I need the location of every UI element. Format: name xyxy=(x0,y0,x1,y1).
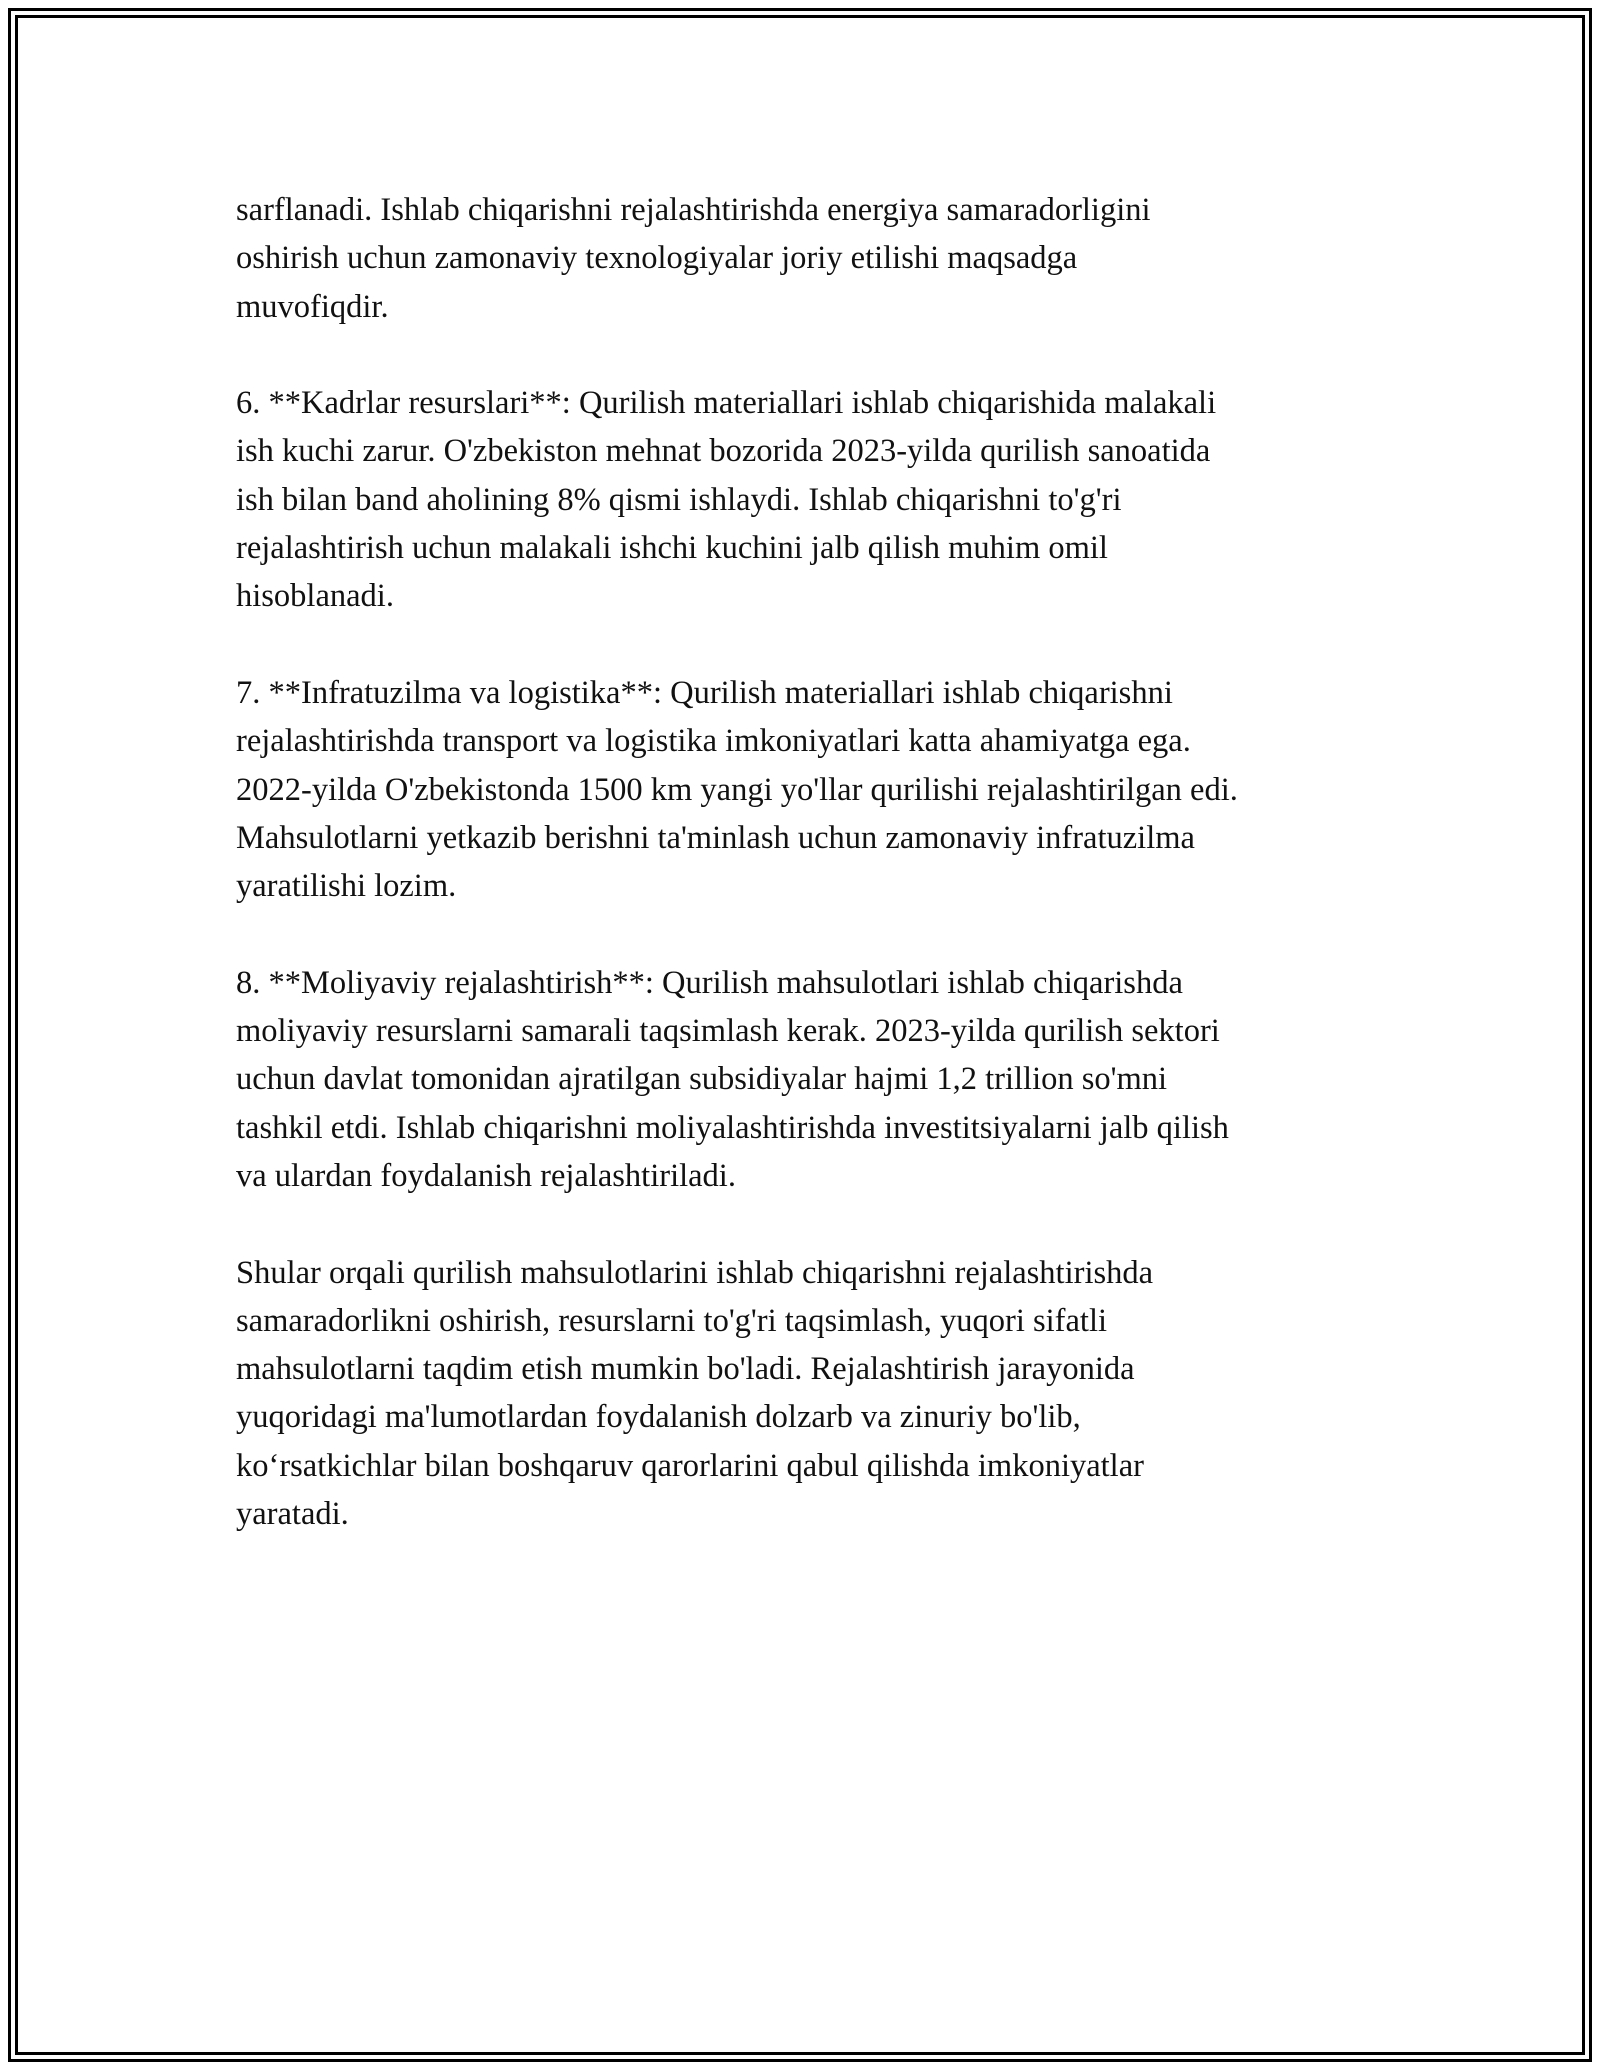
text-line: yuqoridagi ma'lumotlardan foydalanish dolzarb va zinuriy bo'lib, xyxy=(236,1399,1081,1436)
text-line: tashkil etdi. Ishlab chiqarishni moliyalashtirishda investitsiyalarni jalb qilish xyxy=(236,1109,1229,1146)
text-line: 6. **Kadrlar resurslari**: Qurilish materiallari ishlab chiqarishida malakali xyxy=(236,385,1217,422)
text-line: yaratadi. xyxy=(236,1496,349,1533)
paragraph-conclusion xyxy=(236,1249,1386,1539)
paragraph-item-7-infrastructure xyxy=(236,669,1386,910)
text-line: 7. **Infratuzilma va logistika**: Qurilish materiallari ishlab chiqarishni xyxy=(236,674,1173,711)
document-body xyxy=(236,186,1386,1587)
text-line: mahsulotlarni taqdim etish mumkin bo'ladi. Rejalashtirish jarayonida xyxy=(236,1351,1135,1388)
text-line: va ulardan foydalanish rejalashtiriladi. xyxy=(236,1157,736,1194)
text-line: ish kuchi zarur. O'zbekiston mehnat bozorida 2023-yilda qurilish sanoatida xyxy=(236,433,1211,470)
text-line: oshirish uchun zamonaviy texnologiyalar joriy etilishi maqsadga xyxy=(236,240,1078,277)
text-line: 2022-yilda O'zbekistonda 1500 km yangi yo'llar qurilishi rejalashtirilgan edi. xyxy=(236,771,1238,808)
text-line: rejalashtirish uchun malakali ishchi kuchini jalb qilish muhim omil xyxy=(236,530,1108,567)
text-line: Mahsulotlarni yetkazib berishni ta'minlash uchun zamonaviy infratuzilma xyxy=(236,819,1195,856)
text-line: muvofiqdir. xyxy=(236,288,389,325)
text-line: rejalashtirishda transport va logistika imkoniyatlari katta ahamiyatga ega. xyxy=(236,723,1191,760)
text-line: ko‘rsatkichlar bilan boshqaruv qarorlarini qabul qilishda imkoniyatlar xyxy=(236,1447,1144,1484)
text-line: 8. **Moliyaviy rejalashtirish**: Qurilish mahsulotlari ishlab chiqarishda xyxy=(236,964,1183,1001)
text-line: hisoblanadi. xyxy=(236,578,394,615)
text-line: ish bilan band aholining 8% qismi ishlaydi. Ishlab chiqarishni to'g'ri xyxy=(236,481,1122,518)
text-line: samaradorlikni oshirish, resurslarni to'g'ri taqsimlash, yuqori sifatli xyxy=(236,1302,1108,1339)
paragraph-item-6-staff xyxy=(236,379,1386,620)
text-line: moliyaviy resurslarni samarali taqsimlash kerak. 2023-yilda qurilish sektori xyxy=(236,1013,1220,1050)
text-line: Shular orqali qurilish mahsulotlarini ishlab chiqarishni rejalashtirishda xyxy=(236,1254,1154,1291)
text-line: uchun davlat tomonidan ajratilgan subsidiyalar hajmi 1,2 trillion so'mni xyxy=(236,1061,1168,1098)
text-line: sarflanadi. Ishlab chiqarishni rejalashtirishda energiya samaradorligini xyxy=(236,192,1151,228)
text-line: yaratilishi lozim. xyxy=(236,868,457,905)
paragraph-energy-continuation xyxy=(236,186,1386,331)
paragraph-item-8-finance xyxy=(236,959,1386,1200)
